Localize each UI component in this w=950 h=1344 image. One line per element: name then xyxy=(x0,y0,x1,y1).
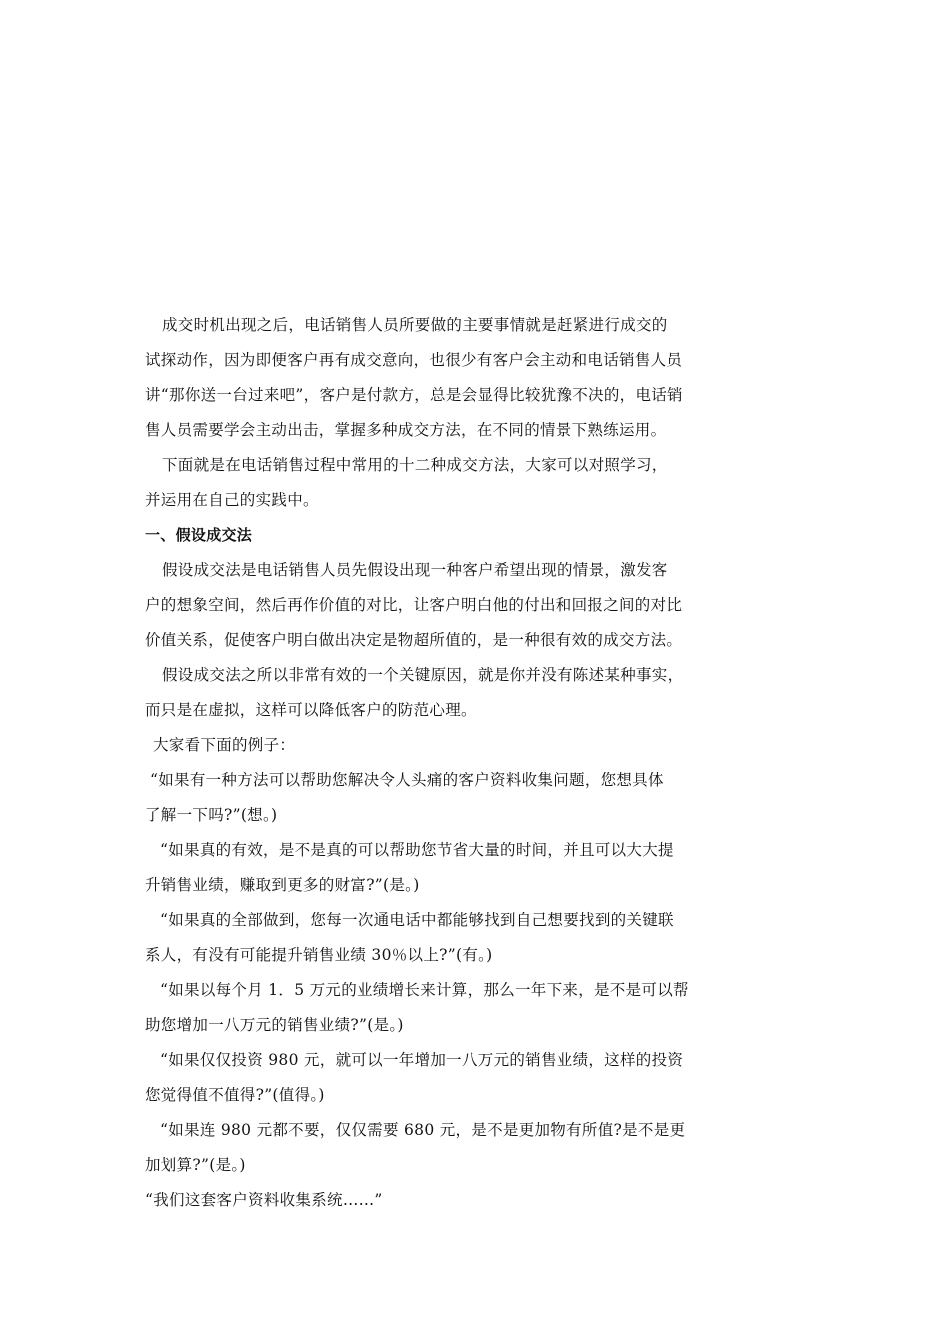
paragraph-line: 假设成交法之所以非常有效的一个关键原因，就是你并没有陈述某种事实， xyxy=(162,666,684,684)
paragraph-line: 价值关系，促使客户明白做出决定是物超所值的，是一种很有效的成交方法。 xyxy=(145,631,683,649)
paragraph-line: “如果有一种方法可以帮助您解决令人头痛的客户资料收集问题，您想具体 xyxy=(150,771,664,789)
paragraph-line: 而只是在虚拟，这样可以降低客户的防范心理。 xyxy=(145,701,477,719)
paragraph-line: 了解一下吗?”(想。) xyxy=(145,806,278,824)
paragraph-line: 升销售业绩，赚取到更多的财富?”(是。) xyxy=(145,876,420,894)
paragraph-line: “如果真的全部做到，您每一次通电话中都能够找到自己想要找到的关键联 xyxy=(160,911,674,929)
paragraph-line: 售人员需要学会主动出击，掌握多种成交方法，在不同的情景下熟练运用。 xyxy=(145,421,667,439)
paragraph-line: 加划算?”(是。) xyxy=(145,1156,246,1174)
paragraph-line: 假设成交法是电话销售人员先假设出现一种客户希望出现的情景，激发客 xyxy=(162,561,668,579)
section-heading: 一、假设成交法 xyxy=(145,526,253,544)
paragraph-line: “如果连 980 元都不要，仅仅需要 680 元，是不是更加物有所值?是不是更 xyxy=(160,1121,686,1139)
paragraph-line: 讲“那你送一台过来吧”，客户是付款方，总是会显得比较犹豫不决的，电话销 xyxy=(145,386,683,404)
paragraph-line: “如果真的有效，是不是真的可以帮助您节省大量的时间，并且可以大大提 xyxy=(160,841,674,859)
paragraph-line: 并运用在自己的实践中。 xyxy=(145,491,319,509)
paragraph-line: 助您增加一八万元的销售业绩?”(是。) xyxy=(145,1016,404,1034)
paragraph-line: “如果仅仅投资 980 元，就可以一年增加一八万元的销售业绩，这样的投资 xyxy=(160,1051,684,1069)
paragraph-line: 系人，有没有可能提升销售业绩 30％以上?”(有。) xyxy=(145,946,493,964)
paragraph-line: “我们这套客户资料收集系统……” xyxy=(145,1191,383,1209)
paragraph-line: 下面就是在电话销售过程中常用的十二种成交方法，大家可以对照学习， xyxy=(162,456,668,474)
paragraph-line: 您觉得值不值得?”(值得。) xyxy=(145,1086,325,1104)
paragraph-line: 大家看下面的例子： xyxy=(153,736,296,754)
paragraph-line: 成交时机出现之后，电话销售人员所要做的主要事情就是赶紧进行成交的 xyxy=(162,316,668,334)
paragraph-line: 试探动作，因为即便客户再有成交意向，也很少有客户会主动和电话销售人员 xyxy=(145,351,683,369)
paragraph-line: 户的想象空间，然后再作价值的对比，让客户明白他的付出和回报之间的对比 xyxy=(145,596,683,614)
paragraph-line: “如果以每个月 1．5 万元的业绩增长来计算，那么一年下来，是不是可以帮 xyxy=(160,981,689,999)
